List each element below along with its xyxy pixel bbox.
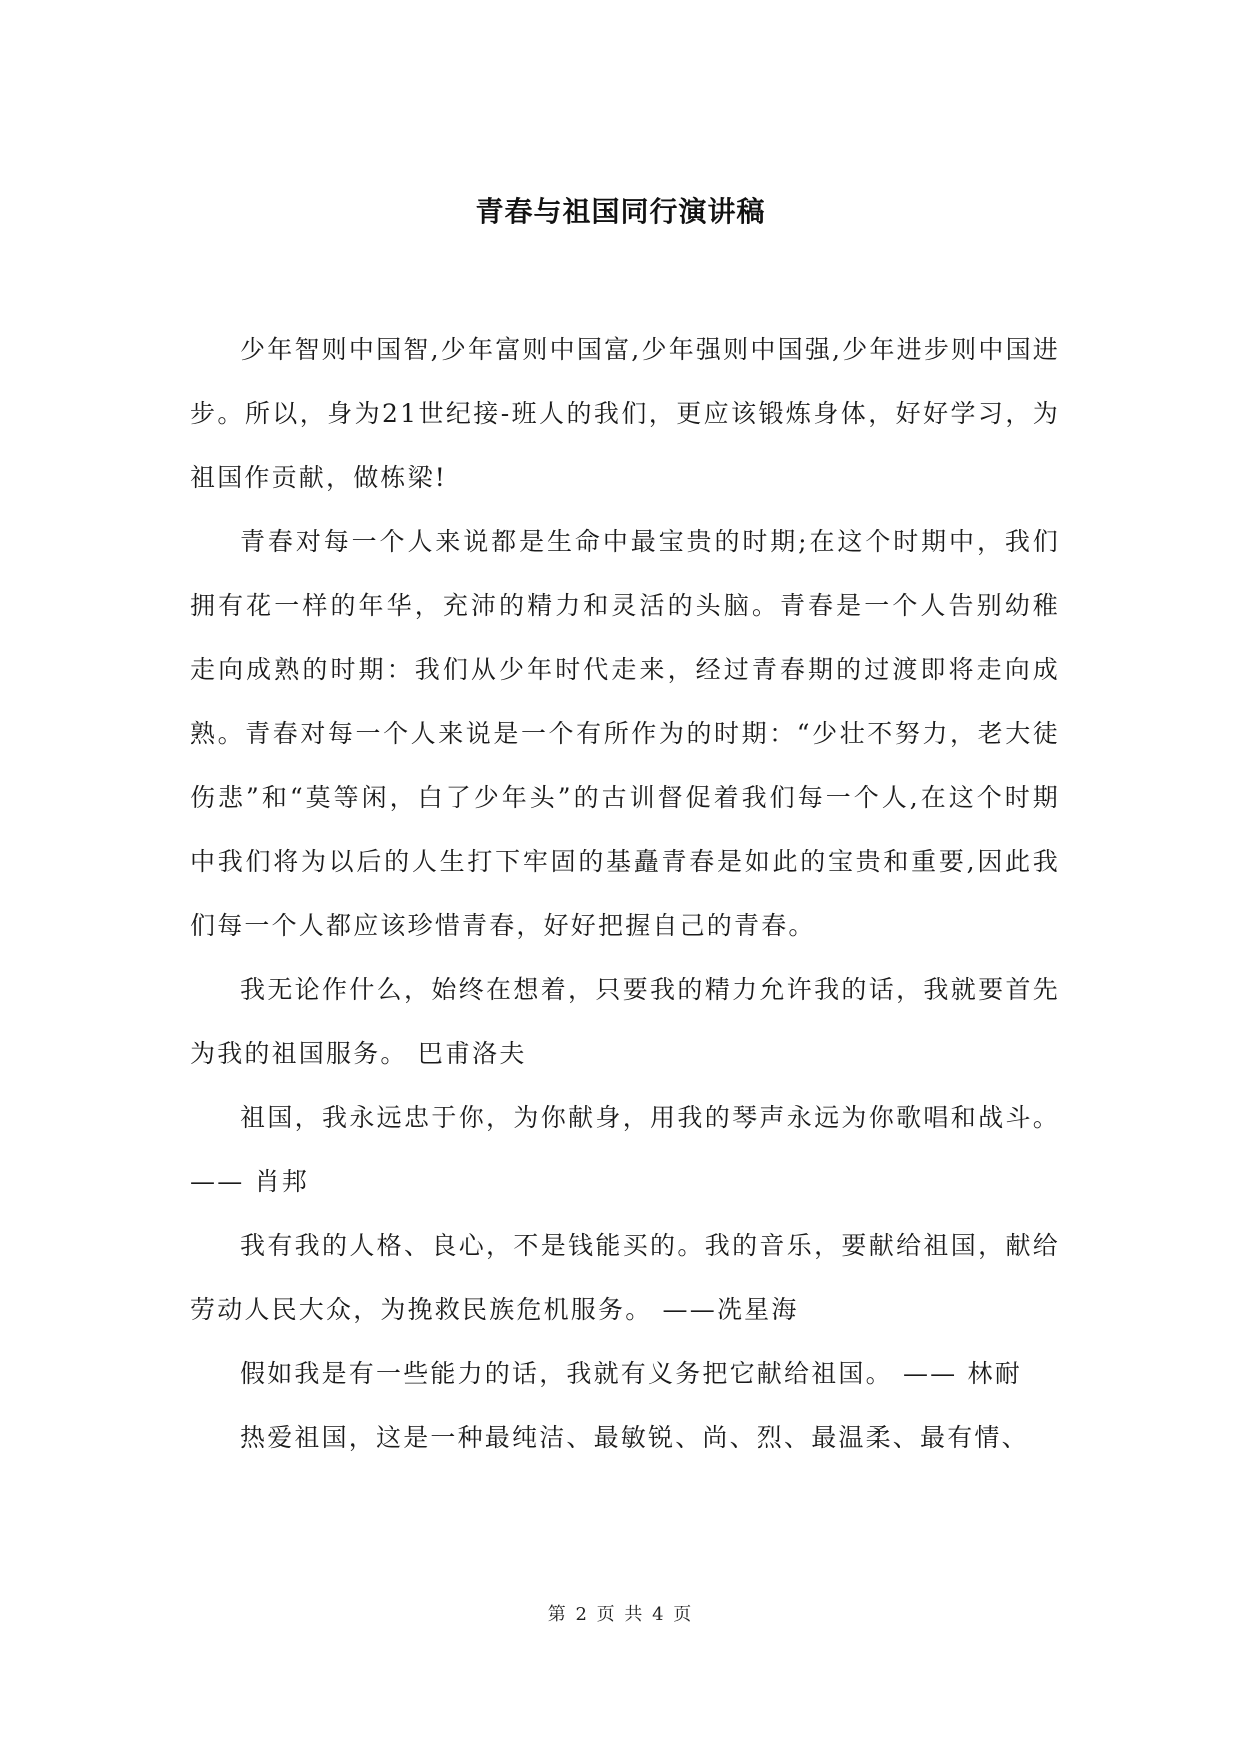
paragraph: 我无论作什么，始终在想着，只要我的精力允许我的话，我就要首先为我的祖国服务。 巴甫洛夫 (190, 975, 1060, 1068)
document-title: 青春与祖国同行演讲稿 (475, 195, 766, 228)
paragraph: 我有我的人格、良心，不是钱能买的。我的音乐，要献给祖国，献给劳动人民大众，为挽救民族危机服务。 ——冼星海 (190, 1231, 1060, 1324)
paragraph: 祖国，我永远忠于你，为你献身，用我的琴声永远为你歌唱和战斗。 —— 肖邦 (190, 1103, 1060, 1196)
paragraph: 少年智则中国智,少年富则中国富,少年强则中国强,少年进步则中国进步。所以，身为21世纪接-班人的我们，更应该锻炼身体，好好学习，为祖国作贡献，做栋梁! (190, 335, 1060, 492)
paragraph: 热爱祖国，这是一种最纯洁、最敏锐、尚、烈、最温柔、最有情、 (240, 1423, 1029, 1452)
document-body (190, 318, 1060, 1470)
paragraph: 青春对每一个人来说都是生命中最宝贵的时期;在这个时期中，我们拥有花一样的年华，充沛的精力和灵活的头脑。青春是一个人告别幼稚走向成熟的时期：我们从少年时代走来，经过青春期的过渡即将走向成熟。青春对每一个人来说是一个有所作为的时期：“少壮不努力，老大徒伤悲”和“莫等闲，白了少年头”的古训督促着我们每一个人,在这个时期中我们将为以后的人生打下牢固的基矗青春是如此的宝贵和重要,因此我们每一个人都应该珍惜青春，好好把握自己的青春。 (190, 527, 1060, 940)
page-number: 第 2 页 共 4 页 (547, 1604, 694, 1625)
paragraph: 假如我是有一些能力的话，我就有义务把它献给祖国。 —— 林耐 (240, 1359, 1022, 1388)
